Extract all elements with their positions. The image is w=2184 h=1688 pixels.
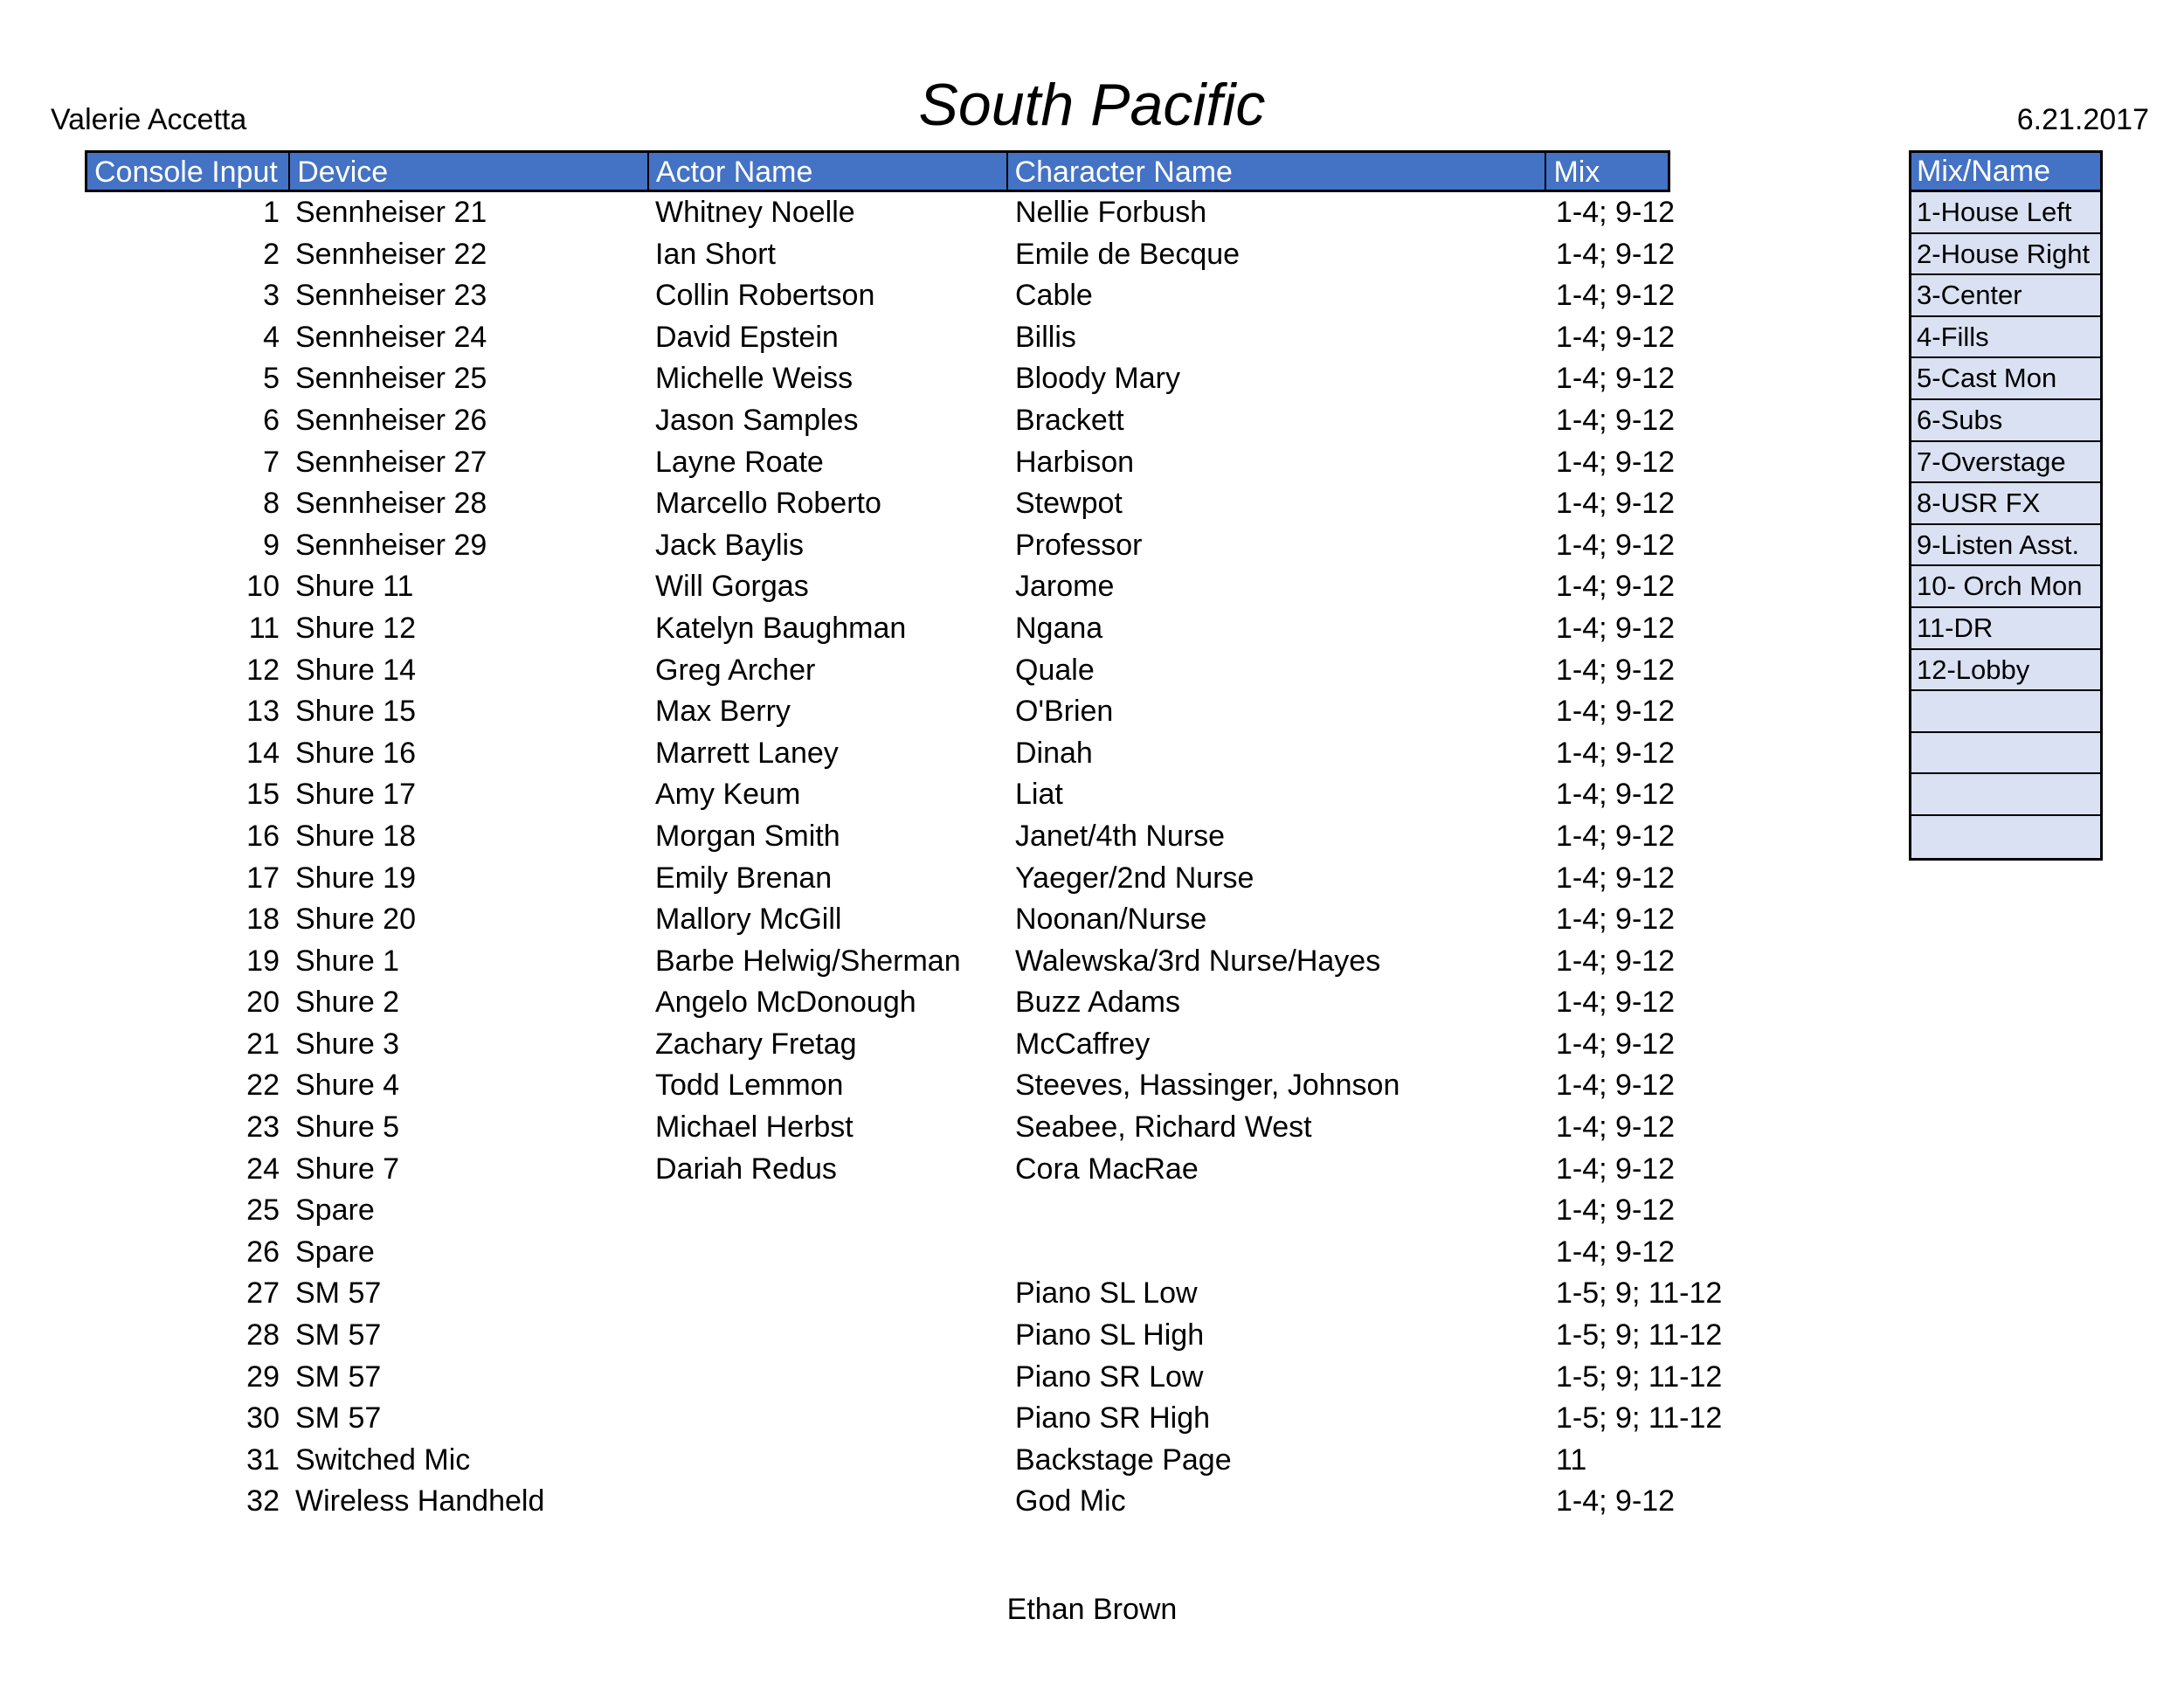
device-cell: Shure 18 [295,819,416,853]
device-cell: Spare [295,1193,375,1228]
device-cell: Sennheiser 29 [295,528,487,562]
mix-cell: 1-4; 9-12 [1556,528,1676,562]
character-name-cell: Nellie Forbush [1015,196,1207,229]
actor-name-cell [648,1190,1008,1232]
device-cell: SM 57 [295,1401,382,1435]
mix-name-cell [1911,774,2100,816]
mix-name-cell [1911,691,2100,733]
character-name-cell: Liat [1015,778,1063,812]
character-name-cell: Janet/4th Nurse [1015,819,1226,853]
mix-cell: 1-4; 9-12 [1556,736,1676,770]
mix-name-cell [1911,816,2100,858]
table-row [85,1440,1670,1482]
mix-cell: 1-4; 9-12 [1556,320,1676,354]
actor-name-cell [648,1398,1008,1440]
table-row [85,1024,1676,1066]
actor-name-cell: Barbe Helwig/Sherman [655,944,961,978]
character-name-cell: O'Brien [1015,695,1114,729]
console-input-cell: 25 [246,1193,280,1228]
character-name-cell: Professor [1015,528,1143,562]
console-input-cell: 12 [246,653,280,687]
console-input-cell: 27 [246,1276,280,1311]
actor-name-cell [648,1440,1008,1482]
character-name-cell: Walewska/3rd Nurse/Hayes [1015,944,1381,978]
mix-cell: 1-4; 9-12 [1556,1110,1676,1145]
console-input-cell: 4 [263,320,280,354]
table-row [85,566,1676,608]
mix-name-cell: 12-Lobby [1911,650,2100,692]
document-title: South Pacific [918,72,1266,138]
mix-cell: 1-4; 9-12 [1556,445,1676,479]
character-name-cell: Piano SL Low [1015,1276,1198,1311]
console-input-cell: 26 [246,1235,280,1269]
device-cell: Sennheiser 23 [295,279,487,313]
mix-cell: 1-4; 9-12 [1556,403,1676,437]
table-row [85,525,1676,567]
console-input-cell: 28 [246,1318,280,1352]
character-name-cell: Ngana [1015,611,1103,645]
mix-cell: 1-4; 9-12 [1556,611,1676,645]
device-cell: Shure 3 [295,1027,400,1061]
console-input-cell: 15 [246,778,280,812]
character-name-cell [1008,1190,1549,1232]
actor-name-cell: Emily Brenan [655,861,833,895]
table-row [85,358,1676,400]
table-row [85,1398,1723,1440]
mix-cell: 1-4; 9-12 [1556,487,1676,521]
console-input-cell: 22 [246,1069,280,1103]
device-cell: Switched Mic [295,1442,471,1477]
console-input-cell: 11 [248,611,280,645]
character-name-cell: Dinah [1015,736,1093,770]
table-row [85,442,1676,484]
column-header-actor-name: Actor Name [649,153,1008,190]
console-input-cell: 7 [263,445,280,479]
device-cell: Sennheiser 28 [295,487,487,521]
mix-cell: 11 [1556,1442,1587,1477]
character-name-cell: Piano SL High [1015,1318,1205,1352]
actor-name-cell: Michael Herbst [655,1110,854,1145]
table-row [85,234,1676,276]
character-name-cell: Stewpot [1015,487,1123,521]
actor-name-cell: Max Berry [655,695,791,729]
mix-name-cell: 2-House Right [1911,234,2100,276]
mix-cell: 1-4; 9-12 [1556,1152,1676,1186]
table-row [85,1315,1723,1357]
console-input-cell: 31 [246,1442,280,1477]
mix-cell: 1-4; 9-12 [1556,903,1676,937]
mix-cell: 1-4; 9-12 [1556,1484,1676,1519]
table-row [85,1107,1676,1149]
table-row [85,774,1676,816]
mix-cell: 1-4; 9-12 [1556,362,1676,396]
device-cell: Shure 15 [295,695,416,729]
device-cell: Shure 1 [295,944,400,978]
device-cell: Sennheiser 24 [295,320,487,354]
character-name-cell: Emile de Becque [1015,237,1241,271]
console-input-cell: 5 [263,362,280,396]
character-name-cell: Cable [1015,279,1093,313]
console-input-cell: 1 [263,196,280,229]
mix-cell: 1-4; 9-12 [1556,279,1676,313]
actor-name-cell: Dariah Redus [655,1152,837,1186]
table-row [85,982,1676,1024]
actor-name-cell: Marcello Roberto [655,487,881,521]
device-cell: Shure 19 [295,861,416,895]
actor-name-cell [648,1315,1008,1357]
console-input-cell: 32 [246,1484,280,1519]
console-input-cell: 2 [263,237,280,271]
mix-cell: 1-4; 9-12 [1556,695,1676,729]
actor-name-cell [648,1273,1008,1315]
console-input-cell: 21 [246,1027,280,1061]
mix-name-cell: 3-Center [1911,275,2100,317]
device-cell: Sennheiser 21 [295,196,487,229]
author-name: Valerie Accetta [51,103,247,136]
device-cell: Spare [295,1235,375,1269]
mix-name-cell [1911,733,2100,775]
table-row [85,733,1676,775]
device-cell: Sennheiser 25 [295,362,487,396]
device-cell: Shure 20 [295,903,416,937]
actor-name-cell [648,1481,1008,1523]
console-input-cell: 6 [263,403,280,437]
console-input-cell: 19 [246,944,280,978]
console-input-cell: 24 [246,1152,280,1186]
actor-name-cell: Katelyn Baughman [655,611,907,645]
console-input-cell: 18 [246,903,280,937]
actor-name-cell: Zachary Fretag [655,1027,857,1061]
table-row [85,192,1676,234]
actor-name-cell [648,1357,1008,1399]
character-name-cell: Noonan/Nurse [1015,903,1207,937]
actor-name-cell: David Epstein [655,320,839,354]
actor-name-cell: Mallory McGill [655,903,842,937]
mix-name-cell: 9-Listen Asst. [1911,525,2100,567]
mix-cell: 1-4; 9-12 [1556,1027,1676,1061]
console-input-cell: 16 [246,819,280,853]
character-name-cell: Backstage Page [1015,1442,1232,1477]
actor-name-cell: Marrett Laney [655,736,839,770]
mix-cell: 1-4; 9-12 [1556,196,1676,229]
console-input-cell: 17 [246,861,280,895]
device-cell: Shure 11 [295,570,414,604]
character-name-cell: Piano SR Low [1015,1359,1204,1394]
console-input-cell: 10 [246,570,280,604]
console-input-cell: 8 [263,487,280,521]
mix-cell: 1-4; 9-12 [1556,944,1676,978]
device-cell: Wireless Handheld [295,1484,545,1519]
device-cell: Shure 17 [295,778,416,812]
input-list-table [85,150,1723,1523]
table-row [85,941,1676,983]
mix-name-cell: 1-House Left [1911,192,2100,234]
mix-cell: 1-4; 9-12 [1556,778,1676,812]
console-input-cell: 29 [246,1359,280,1394]
console-input-cell: 14 [246,736,280,770]
console-input-cell: 13 [246,695,280,729]
table-row [85,858,1676,900]
actor-name-cell: Angelo McDonough [655,986,916,1020]
character-name-cell: Jarome [1015,570,1115,604]
actor-name-cell: Todd Lemmon [655,1069,844,1103]
actor-name-cell: Greg Archer [655,653,816,687]
device-cell: Sennheiser 22 [295,237,487,271]
mix-name-header: Mix/Name [1909,150,2103,192]
console-input-cell: 3 [263,279,280,313]
table-row [85,275,1676,317]
device-cell: Shure 5 [295,1110,400,1145]
table-row [85,899,1676,941]
table-row [85,691,1676,733]
actor-name-cell: Morgan Smith [655,819,840,853]
mix-cell: 1-4; 9-12 [1556,237,1676,271]
device-cell: Shure 2 [295,986,400,1020]
mix-name-cell: 8-USR FX [1911,483,2100,525]
mix-cell: 1-4; 9-12 [1556,861,1676,895]
table-row [85,400,1676,442]
device-cell: Shure 16 [295,736,416,770]
table-row [85,1190,1676,1232]
character-name-cell: God Mic [1015,1484,1126,1519]
table-row [85,1481,1676,1523]
mix-cell: 1-5; 9; 11-12 [1556,1318,1723,1352]
character-name-cell: McCaffrey [1015,1027,1151,1061]
actor-name-cell: Collin Robertson [655,279,875,313]
actor-name-cell: Jack Baylis [655,528,805,562]
device-cell: Shure 14 [295,653,416,687]
table-row [85,1273,1723,1315]
table-row [85,1357,1723,1399]
table-body [85,192,1723,1523]
column-header-console-input: Console Input [87,153,290,190]
table-header-row [85,150,1670,192]
character-name-cell: Piano SR High [1015,1401,1211,1435]
character-name-cell: Harbison [1015,445,1135,479]
device-cell: SM 57 [295,1276,382,1311]
footer-name: Ethan Brown [1006,1593,1178,1626]
character-name-cell: Brackett [1015,403,1124,437]
device-cell: Shure 12 [295,611,416,645]
mix-cell: 1-4; 9-12 [1556,653,1676,687]
actor-name-cell: Will Gorgas [655,570,809,604]
mix-name-cell: 7-Overstage [1911,442,2100,484]
device-cell: SM 57 [295,1318,382,1352]
table-row [85,1232,1676,1274]
console-input-cell: 9 [263,528,280,562]
console-input-cell: 23 [246,1110,280,1145]
mix-cell: 1-5; 9; 11-12 [1556,1276,1723,1311]
table-row [85,608,1676,650]
device-cell: Shure 7 [295,1152,400,1186]
character-name-cell: Yaeger/2nd Nurse [1015,861,1254,895]
mix-name-cell: 11-DR [1911,608,2100,650]
table-row [85,1065,1676,1107]
table-row [85,1149,1676,1191]
actor-name-cell: Layne Roate [655,445,824,479]
table-row [85,816,1676,858]
actor-name-cell: Michelle Weiss [655,362,854,396]
mix-cell: 1-4; 9-12 [1556,986,1676,1020]
character-name-cell: Steeves, Hassinger, Johnson [1015,1069,1400,1103]
actor-name-cell: Ian Short [655,237,776,271]
actor-name-cell: Whitney Noelle [655,196,855,229]
device-cell: Shure 4 [295,1069,400,1103]
mix-cell: 1-4; 9-12 [1556,1193,1676,1228]
column-header-character-name: Character Name [1008,153,1547,190]
mix-name-list [1909,192,2103,861]
mix-cell: 1-4; 9-12 [1556,570,1676,604]
column-header-device: Device [290,153,649,190]
character-name-cell: Seabee, Richard West [1015,1110,1312,1145]
document-date: 6.21.2017 [2016,103,2149,136]
console-input-cell: 20 [246,986,280,1020]
mix-cell: 1-4; 9-12 [1556,1069,1676,1103]
mix-name-cell: 4-Fills [1911,317,2100,359]
device-cell: Sennheiser 27 [295,445,487,479]
actor-name-cell: Amy Keum [655,778,801,812]
device-cell: Sennheiser 26 [295,403,487,437]
mix-name-cell: 10- Orch Mon [1911,566,2100,608]
character-name-cell: Bloody Mary [1015,362,1180,396]
actor-name-cell [648,1232,1008,1274]
column-header-mix: Mix [1553,156,1600,189]
actor-name-cell: Jason Samples [655,403,859,437]
mix-cell: 1-5; 9; 11-12 [1556,1401,1723,1435]
mix-cell: 1-4; 9-12 [1556,1235,1676,1269]
table-row [85,317,1676,359]
character-name-cell: Billis [1015,320,1076,354]
mix-name-cell: 6-Subs [1911,400,2100,442]
character-name-cell: Quale [1015,653,1095,687]
table-row [85,483,1676,525]
mix-cell: 1-5; 9; 11-12 [1556,1359,1723,1394]
device-cell: SM 57 [295,1359,382,1394]
mix-cell: 1-4; 9-12 [1556,819,1676,853]
mix-name-cell: 5-Cast Mon [1911,358,2100,400]
character-name-cell: Buzz Adams [1015,986,1180,1020]
table-row [85,650,1676,692]
character-name-cell [1008,1232,1549,1274]
character-name-cell: Cora MacRae [1015,1152,1199,1186]
console-input-cell: 30 [246,1401,280,1435]
